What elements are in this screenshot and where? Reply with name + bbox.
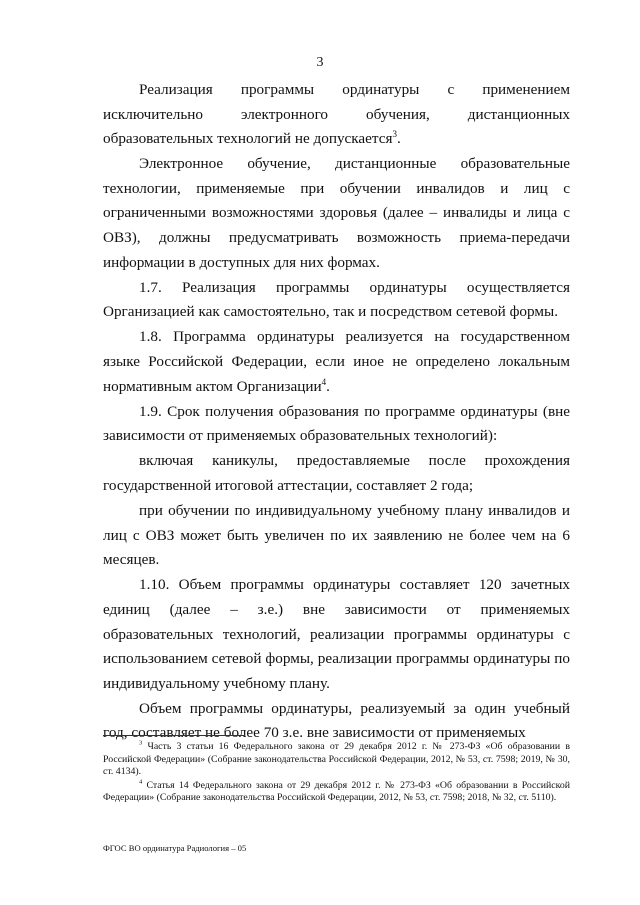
footnote-ref-4[interactable]: 4 (321, 376, 327, 387)
footnote-3-text: Часть 3 статьи 16 Федерального закона от 29 декабря 2012 г. № 273-ФЗ «Об образовании в Российской Федерации» (Собрание законодательства Российской Федерации, 2012, № 53, ст. 7598; 2019, № 30, ст. 4134). (103, 741, 570, 778)
paragraph-1-text: Реализация программы ординатуры с применением исключительно электронного обучения, дистанционных образовательных технологий не допускается (103, 81, 570, 148)
paragraph-1-8 (103, 325, 570, 399)
paragraph-1-8-text: 1.8. Программа ординатуры реализуется на государственном языке Российской Федерации, если иное не определено локальным нормативным актом Организации (103, 328, 570, 395)
paragraph-1-10-text: 1.10. Объем программы ординатуры составляет 120 зачетных единиц (далее – з.е.) вне зависимости от применяемых образовательных технологий, реализации программы ординатуры с использованием сетевой формы, реализации программы ординатуры по индивидуальному учебному плану. (103, 576, 570, 692)
paragraph-1 (103, 78, 570, 152)
footnote-3-mark: 3 (139, 739, 143, 747)
paragraph-term-holidays (103, 449, 570, 498)
footnote-4-mark: 4 (139, 778, 143, 786)
body-text (103, 78, 570, 746)
footnote-separator (103, 735, 245, 736)
paragraph-2 (103, 152, 570, 275)
paragraph-2-text: Электронное обучение, дистанционные образовательные технологии, применяемые при обучении инвалидов и лиц с ограниченными возможностями здоровья (далее – инвалиды и лица с ОВЗ), должны предусматривать возможность приема-передачи информации в доступных для них формах. (103, 155, 570, 271)
page-footer: ФГОС ВО ординатура Радиология – 05 (103, 843, 247, 853)
paragraph-1-7 (103, 276, 570, 325)
paragraph-1-9 (103, 400, 570, 449)
paragraph-1-9-text: 1.9. Срок получения образования по программе ординатуры (вне зависимости от применяемых образовательных технологий): (103, 402, 570, 445)
paragraph-term-individual (103, 499, 570, 573)
footnotes (103, 741, 570, 806)
paragraph-1-tail: . (396, 130, 401, 148)
paragraph-term-individual-text: при обучении по индивидуальному учебному плану инвалидов и лиц с ОВЗ может быть увеличен по их заявлению не более чем на 6 месяцев. (103, 502, 570, 569)
footnote-4-text: Статья 14 Федерального закона от 29 декабря 2012 г. № 273-ФЗ «Об образовании в Российской Федерации» (Собрание законодательства Российской Федерации, 2012, № 53, ст. 7598; 2018, № 32, ст. 5110). (103, 779, 570, 804)
paragraph-term-holidays-text: включая каникулы, предоставляемые после прохождения государственной итоговой аттестации, составляет 2 года; (103, 452, 570, 494)
paragraph-1-8-tail: . (326, 377, 330, 395)
paragraph-1-7-text: 1.7. Реализация программы ординатуры осуществляется Организацией как самостоятельно, так и посредством сетевой формы. (103, 278, 570, 321)
paragraph-annual-volume (103, 697, 570, 746)
footnote-3 (103, 741, 570, 779)
paragraph-annual-volume-text: Объем программы ординатуры, реализуемый за один учебный год, составляет не более 70 з.е. вне зависимости от применяемых (103, 699, 570, 742)
footnote-4 (103, 780, 570, 805)
paragraph-1-10 (103, 573, 570, 696)
footnote-ref-3[interactable]: 3 (392, 129, 397, 140)
page-number: 3 (316, 55, 324, 70)
